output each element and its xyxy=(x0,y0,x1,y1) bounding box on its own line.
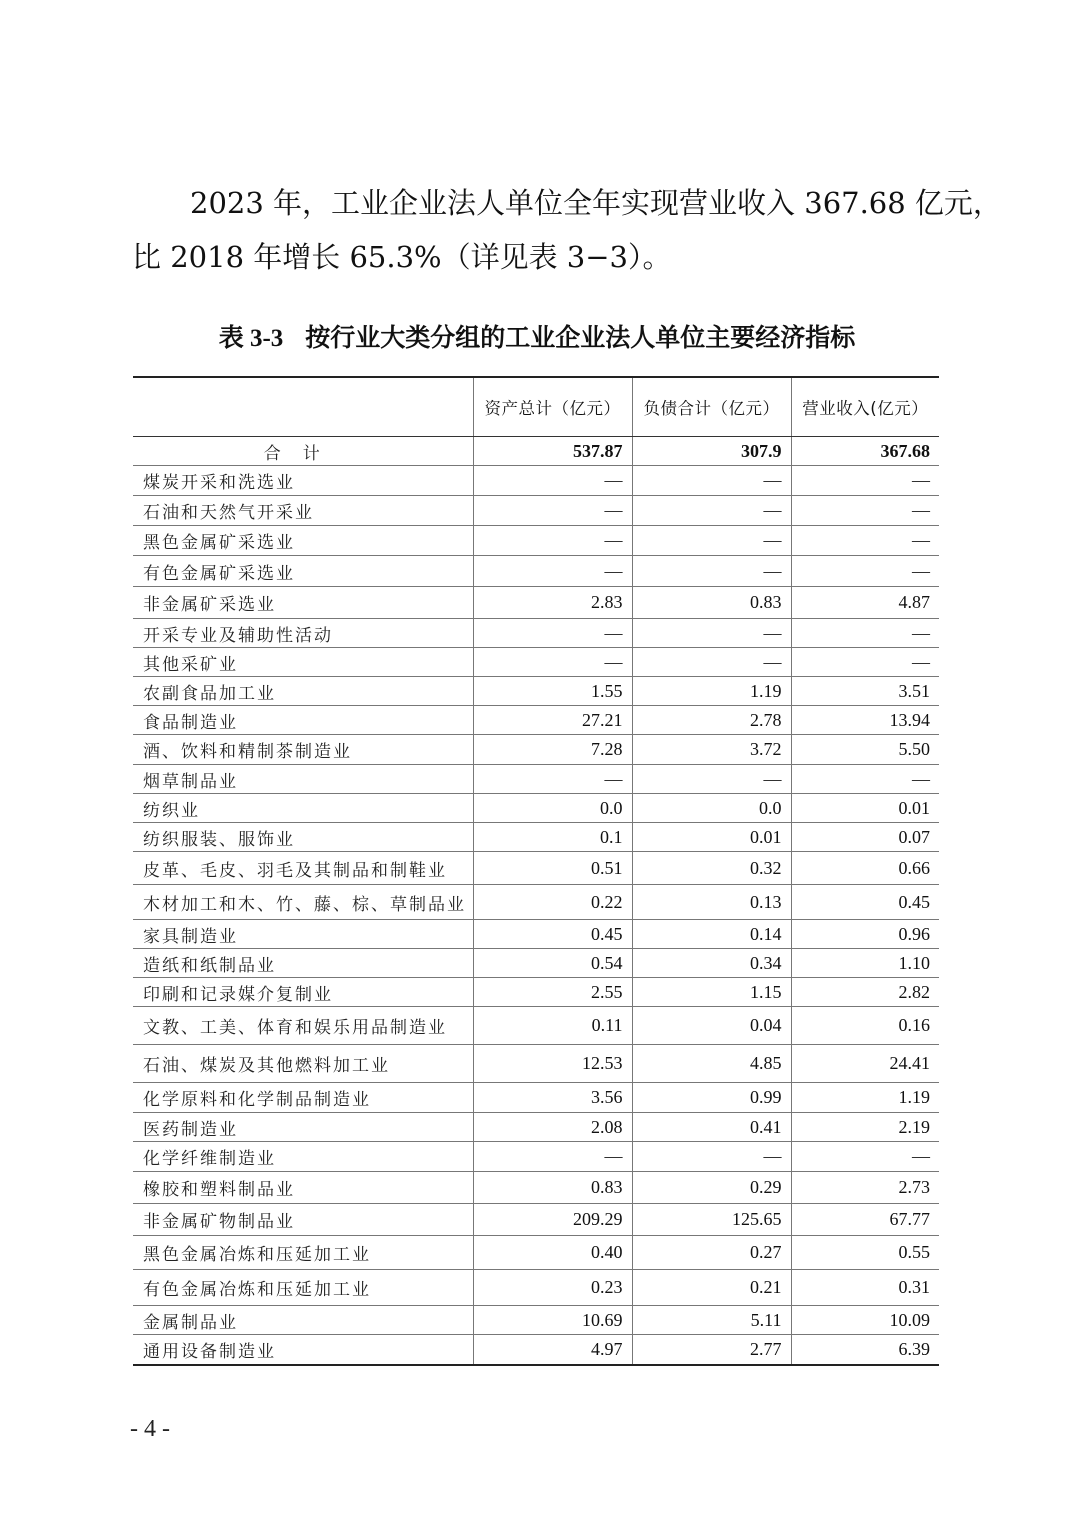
industry-name-cell: 石油和天然气开采业 xyxy=(133,496,473,526)
liabilities-cell: — xyxy=(632,466,791,496)
assets-cell: 3.56 xyxy=(473,1083,632,1113)
industry-name-cell: 黑色金属冶炼和压延加工业 xyxy=(133,1236,473,1270)
industry-name-cell: 非金属矿物制品业 xyxy=(133,1204,473,1236)
revenue-cell: 0.31 xyxy=(791,1270,939,1306)
table-row xyxy=(133,1083,939,1113)
industry-name-cell: 皮革、毛皮、羽毛及其制品和制鞋业 xyxy=(133,852,473,885)
table-row xyxy=(133,794,939,823)
revenue-cell: 0.66 xyxy=(791,852,939,885)
industry-name-cell: 煤炭开采和洗选业 xyxy=(133,466,473,496)
liabilities-cell: 0.99 xyxy=(632,1083,791,1113)
industry-name-cell: 造纸和纸制品业 xyxy=(133,949,473,978)
revenue-cell: 2.82 xyxy=(791,978,939,1007)
assets-cell: — xyxy=(473,765,632,794)
industry-name-cell: 黑色金属矿采选业 xyxy=(133,526,473,556)
assets-cell: 7.28 xyxy=(473,735,632,765)
revenue-cell: 6.39 xyxy=(791,1335,939,1366)
industry-name-cell: 木材加工和木、竹、藤、棕、草制品业 xyxy=(133,885,473,920)
liabilities-cell: — xyxy=(632,556,791,587)
revenue-cell: — xyxy=(791,556,939,587)
revenue-cell: 67.77 xyxy=(791,1204,939,1236)
revenue-cell: — xyxy=(791,1142,939,1172)
revenue-cell: — xyxy=(791,765,939,794)
assets-cell: 1.55 xyxy=(473,677,632,706)
table-number: 表 3-3 xyxy=(218,325,284,352)
table-row xyxy=(133,496,939,526)
table-row xyxy=(133,706,939,735)
liabilities-cell: 0.34 xyxy=(632,949,791,978)
table-row xyxy=(133,1306,939,1335)
industry-name-cell: 其他采矿业 xyxy=(133,648,473,677)
assets-cell: — xyxy=(473,1142,632,1172)
intro-line-2: 比 2018 年增长 65.3%（详见表 3−3）。 xyxy=(132,240,672,274)
assets-cell: — xyxy=(473,648,632,677)
revenue-cell: 0.55 xyxy=(791,1236,939,1270)
revenue-cell: 1.19 xyxy=(791,1083,939,1113)
table-title xyxy=(0,318,1074,354)
table-row xyxy=(133,587,939,619)
liabilities-cell: — xyxy=(632,1142,791,1172)
assets-cell: 0.0 xyxy=(473,794,632,823)
industry-name-cell: 有色金属矿采选业 xyxy=(133,556,473,587)
industry-name-cell: 印刷和记录媒介复制业 xyxy=(133,978,473,1007)
industry-name-cell: 石油、煤炭及其他燃料加工业 xyxy=(133,1045,473,1083)
liabilities-cell: — xyxy=(632,496,791,526)
assets-cell: — xyxy=(473,619,632,648)
table-title-text: 按行业大类分组的工业企业法人单位主要经济指标 xyxy=(305,323,856,352)
liabilities-cell: 0.21 xyxy=(632,1270,791,1306)
table-row xyxy=(133,735,939,765)
assets-cell: 0.22 xyxy=(473,885,632,920)
header-assets: 资产总计（亿元） xyxy=(473,377,632,437)
total-label: 合计 xyxy=(133,437,473,466)
assets-cell: 12.53 xyxy=(473,1045,632,1083)
industry-name-cell: 农副食品加工业 xyxy=(133,677,473,706)
table-row xyxy=(133,1045,939,1083)
industry-name-cell: 文教、工美、体育和娱乐用品制造业 xyxy=(133,1007,473,1045)
liabilities-cell: 0.0 xyxy=(632,794,791,823)
table-row xyxy=(133,852,939,885)
table-row xyxy=(133,885,939,920)
assets-cell: 2.55 xyxy=(473,978,632,1007)
liabilities-cell: 0.01 xyxy=(632,823,791,852)
table-row xyxy=(133,1142,939,1172)
revenue-cell: 2.73 xyxy=(791,1172,939,1204)
table-row xyxy=(133,556,939,587)
liabilities-cell: 0.14 xyxy=(632,920,791,949)
liabilities-cell: — xyxy=(632,526,791,556)
table-row xyxy=(133,823,939,852)
liabilities-cell: 2.77 xyxy=(632,1335,791,1366)
revenue-cell: 0.96 xyxy=(791,920,939,949)
table-row xyxy=(133,1335,939,1366)
assets-cell: — xyxy=(473,556,632,587)
assets-cell: — xyxy=(473,466,632,496)
liabilities-cell: 0.32 xyxy=(632,852,791,885)
revenue-cell: 0.01 xyxy=(791,794,939,823)
assets-cell: 27.21 xyxy=(473,706,632,735)
revenue-cell: 0.07 xyxy=(791,823,939,852)
industry-name-cell: 纺织服装、服饰业 xyxy=(133,823,473,852)
liabilities-cell: 0.41 xyxy=(632,1113,791,1142)
liabilities-cell: 0.04 xyxy=(632,1007,791,1045)
assets-cell: 2.83 xyxy=(473,587,632,619)
liabilities-cell: 0.27 xyxy=(632,1236,791,1270)
assets-cell: 0.83 xyxy=(473,1172,632,1204)
assets-cell: 0.45 xyxy=(473,920,632,949)
table-row xyxy=(133,648,939,677)
header-revenue: 营业收入(亿元） xyxy=(791,377,939,437)
table-row xyxy=(133,949,939,978)
industry-name-cell: 金属制品业 xyxy=(133,1306,473,1335)
revenue-cell: 2.19 xyxy=(791,1113,939,1142)
table-row xyxy=(133,1172,939,1204)
revenue-cell: 1.10 xyxy=(791,949,939,978)
table-row xyxy=(133,466,939,496)
revenue-cell: 5.50 xyxy=(791,735,939,765)
liabilities-cell: 2.78 xyxy=(632,706,791,735)
liabilities-cell: 1.15 xyxy=(632,978,791,1007)
table-header-row xyxy=(133,377,939,437)
industry-name-cell: 家具制造业 xyxy=(133,920,473,949)
industry-name-cell: 橡胶和塑料制品业 xyxy=(133,1172,473,1204)
industry-name-cell: 食品制造业 xyxy=(133,706,473,735)
industry-name-cell: 化学原料和化学制品制造业 xyxy=(133,1083,473,1113)
assets-cell: 0.51 xyxy=(473,852,632,885)
liabilities-cell: 0.83 xyxy=(632,587,791,619)
industry-name-cell: 纺织业 xyxy=(133,794,473,823)
table-row xyxy=(133,1113,939,1142)
intro-line-1: 2023 年，工业企业法人单位全年实现营业收入 367.68 亿元， xyxy=(190,186,1002,220)
revenue-cell: — xyxy=(791,526,939,556)
assets-cell: 0.54 xyxy=(473,949,632,978)
assets-cell: 0.11 xyxy=(473,1007,632,1045)
liabilities-cell: — xyxy=(632,648,791,677)
assets-cell: 4.97 xyxy=(473,1335,632,1366)
revenue-cell: 10.09 xyxy=(791,1306,939,1335)
total-liabilities: 307.9 xyxy=(632,437,791,466)
table-row xyxy=(133,1270,939,1306)
revenue-cell: — xyxy=(791,648,939,677)
table-row xyxy=(133,920,939,949)
industry-name-cell: 非金属矿采选业 xyxy=(133,587,473,619)
total-row xyxy=(133,437,939,466)
revenue-cell: — xyxy=(791,496,939,526)
assets-cell: 0.40 xyxy=(473,1236,632,1270)
revenue-cell: 0.16 xyxy=(791,1007,939,1045)
industry-name-cell: 开采专业及辅助性活动 xyxy=(133,619,473,648)
assets-cell: 0.23 xyxy=(473,1270,632,1306)
table-row xyxy=(133,1204,939,1236)
revenue-cell: 24.41 xyxy=(791,1045,939,1083)
table-row xyxy=(133,978,939,1007)
assets-cell: 0.1 xyxy=(473,823,632,852)
revenue-cell: — xyxy=(791,619,939,648)
revenue-cell: 13.94 xyxy=(791,706,939,735)
assets-cell: 10.69 xyxy=(473,1306,632,1335)
table-row xyxy=(133,1007,939,1045)
page-number: - 4 - xyxy=(130,1416,170,1442)
liabilities-cell: 3.72 xyxy=(632,735,791,765)
industry-name-cell: 医药制造业 xyxy=(133,1113,473,1142)
header-industry xyxy=(133,377,473,437)
industry-indicator-table xyxy=(133,376,939,1366)
liabilities-cell: 4.85 xyxy=(632,1045,791,1083)
table-row xyxy=(133,677,939,706)
assets-cell: 209.29 xyxy=(473,1204,632,1236)
industry-name-cell: 通用设备制造业 xyxy=(133,1335,473,1366)
table-row xyxy=(133,526,939,556)
assets-cell: — xyxy=(473,496,632,526)
header-liabilities: 负债合计（亿元） xyxy=(632,377,791,437)
liabilities-cell: 125.65 xyxy=(632,1204,791,1236)
assets-cell: 2.08 xyxy=(473,1113,632,1142)
revenue-cell: 3.51 xyxy=(791,677,939,706)
table-row xyxy=(133,1236,939,1270)
total-assets: 537.87 xyxy=(473,437,632,466)
industry-name-cell: 化学纤维制造业 xyxy=(133,1142,473,1172)
table-row xyxy=(133,619,939,648)
intro-paragraph xyxy=(132,176,1002,284)
industry-name-cell: 烟草制品业 xyxy=(133,765,473,794)
revenue-cell: 4.87 xyxy=(791,587,939,619)
total-revenue: 367.68 xyxy=(791,437,939,466)
liabilities-cell: — xyxy=(632,619,791,648)
industry-name-cell: 酒、饮料和精制茶制造业 xyxy=(133,735,473,765)
table-row xyxy=(133,765,939,794)
revenue-cell: — xyxy=(791,466,939,496)
liabilities-cell: — xyxy=(632,765,791,794)
liabilities-cell: 0.29 xyxy=(632,1172,791,1204)
industry-name-cell: 有色金属冶炼和压延加工业 xyxy=(133,1270,473,1306)
revenue-cell: 0.45 xyxy=(791,885,939,920)
liabilities-cell: 0.13 xyxy=(632,885,791,920)
assets-cell: — xyxy=(473,526,632,556)
liabilities-cell: 5.11 xyxy=(632,1306,791,1335)
liabilities-cell: 1.19 xyxy=(632,677,791,706)
